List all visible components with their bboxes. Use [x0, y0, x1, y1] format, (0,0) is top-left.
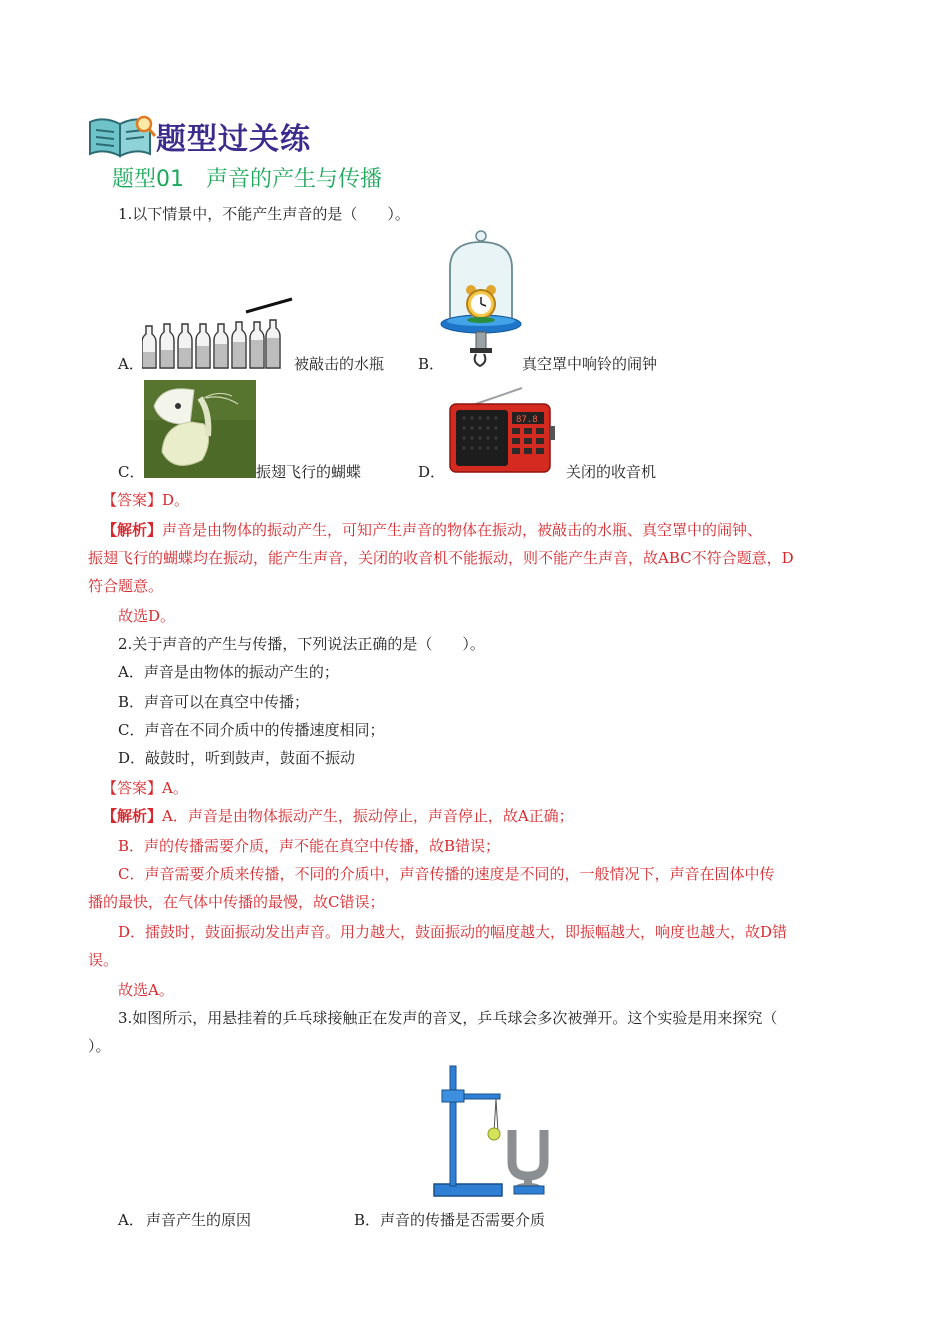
q1-analysis-line-3: 符合题意。 — [88, 577, 164, 595]
q1-answer: 【答案】D。 — [102, 491, 190, 509]
q2-analysis-line-2: B．声的传播需要介质，声不能在真空中传播，故B错误； — [118, 837, 501, 855]
q2-analysis-line-4: 播的最快，在气体中传播的最慢，故C错误； — [88, 893, 385, 911]
q1-option-c-text: 振翅飞行的蝴蝶 — [256, 463, 362, 481]
section-title: 题型01 声音的产生与传播 — [112, 167, 382, 192]
q2-option-b: B．声音可以在真空中传播； — [118, 693, 310, 711]
q3-option-b-text: 声音的传播是否需要介质 — [380, 1211, 546, 1229]
q3-stem-line-1: 3.如图所示，用悬挂着的乒乓球接触正在发声的音叉，乒乓球会多次被弹开。这个实验是用来探究（ — [118, 1009, 778, 1027]
q2-stem: 2.关于声音的产生与传播，下列说法正确的是（ ）。 — [118, 635, 485, 653]
q1-choose: 故选D。 — [118, 607, 176, 625]
q2-option-d: D．敲鼓时，听到鼓声，鼓面不振动 — [118, 749, 356, 767]
q1-analysis-line-2: 振翅飞行的蝴蝶均在振动，能产生声音，关闭的收音机不能振动，则不能产生声音，故ABC不符合题意，D — [88, 549, 794, 567]
q2-analysis-line-5: D．擂鼓时，鼓面振动发出声音。用力越大，鼓面振动的幅度越大，即振幅越大，响度也越大，故D错 — [118, 923, 788, 941]
q2-answer: 【答案】A。 — [102, 779, 188, 797]
radio-display: 87.8 — [516, 415, 538, 425]
q1-option-c-letter: C． — [118, 463, 145, 481]
vacuum-bell-jar-image — [438, 228, 524, 370]
header-title: 题型过关练 — [156, 122, 311, 157]
q1-option-b-text: 真空罩中响铃的闹钟 — [522, 355, 658, 373]
q2-option-a: A．声音是由物体的振动产生的； — [118, 663, 339, 681]
q3-stem-line-2: ）。 — [88, 1037, 111, 1055]
q2-analysis-label: 【解析】 — [102, 807, 163, 825]
q1-option-a-letter: A． — [118, 355, 144, 373]
q1-analysis-text-1: 声音是由物体的振动产生，可知产生声音的物体在振动，被敲击的水瓶、真空罩中的闹钟、 — [162, 521, 763, 539]
q1-analysis-label: 【解析】 — [102, 521, 163, 539]
q2-analysis-line-1 — [102, 806, 574, 826]
header-icon — [86, 112, 158, 160]
q3-option-a-letter: A． — [118, 1211, 144, 1229]
q2-analysis-line-3: C．声音需要介质来传播，不同的介质中，声音传播的速度是不同的，一般情况下，声音在固体中传 — [118, 865, 775, 883]
q1-option-b-letter: B． — [418, 355, 445, 373]
tuning-fork-apparatus-image — [430, 1060, 560, 1200]
q2-analysis-text-1: A．声音是由物体振动产生，振动停止，声音停止，故A正确； — [162, 807, 574, 825]
q2-analysis-line-6: 误。 — [88, 951, 119, 969]
q2-choose: 故选A。 — [118, 981, 174, 999]
butterfly-image — [144, 380, 256, 478]
q1-option-d-letter: D． — [418, 463, 446, 481]
q3-option-b-letter: B． — [354, 1211, 381, 1229]
book-magnifier-icon — [86, 112, 158, 160]
q2-option-c: C．声音在不同介质中的传播速度相同； — [118, 721, 385, 739]
q3-option-a-text: 声音产生的原因 — [146, 1211, 252, 1229]
q1-analysis-line-1 — [102, 520, 762, 540]
water-bottles-image — [142, 296, 294, 370]
q1-stem: 1.以下情景中，不能产生声音的是（ ）。 — [118, 205, 410, 223]
radio-image — [448, 386, 558, 476]
q1-option-d-text: 关闭的收音机 — [566, 463, 657, 481]
q1-option-a-text: 被敲击的水瓶 — [294, 355, 385, 373]
